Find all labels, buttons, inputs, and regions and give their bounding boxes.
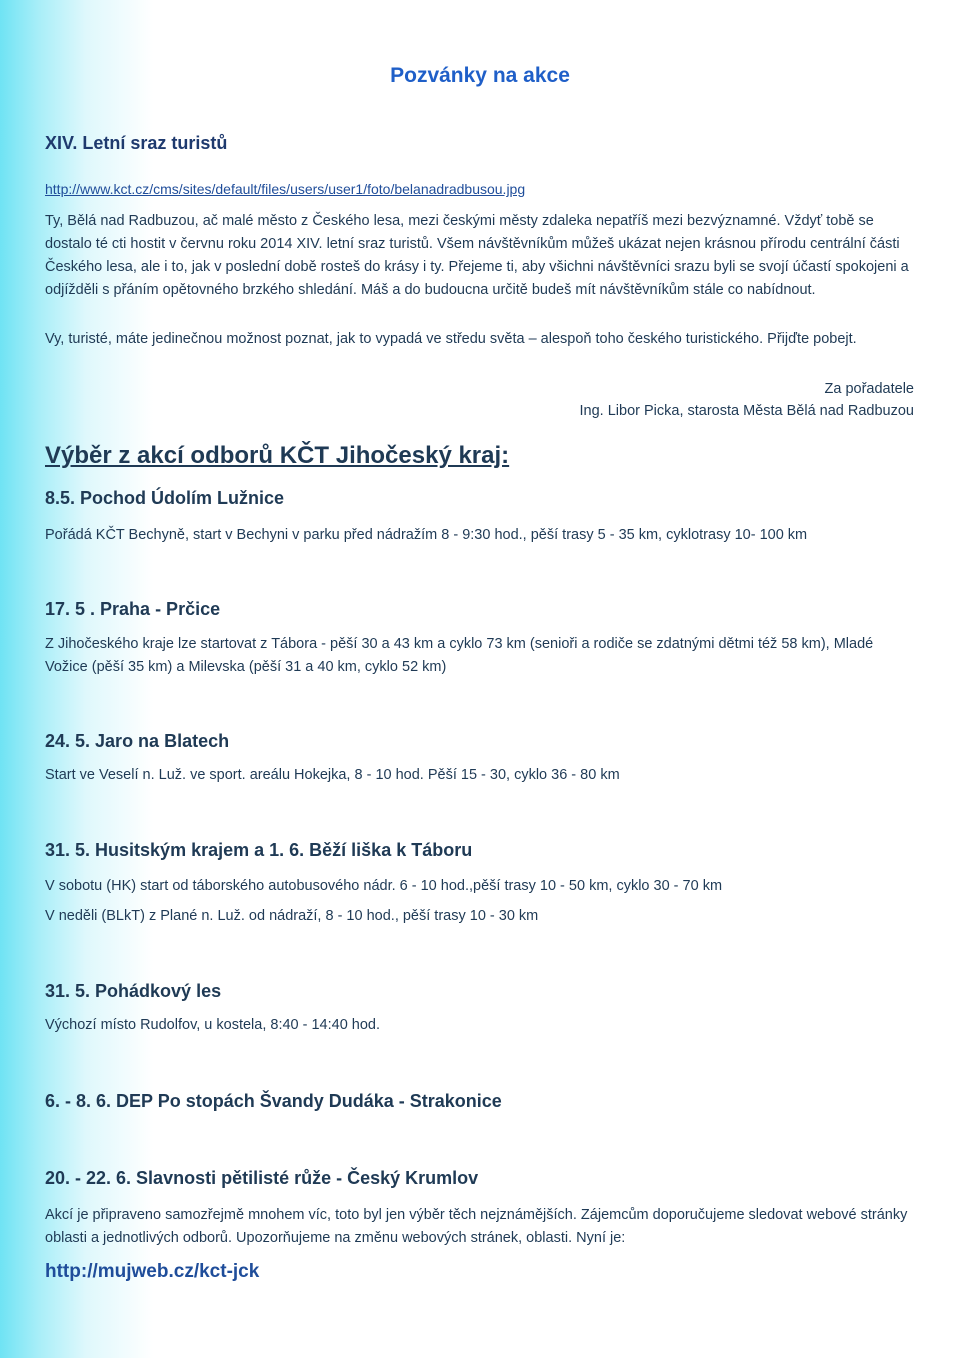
event-text: Pořádá KČT Bechyně, start v Bechyni v parku před nádražím 8 - 9:30 hod., pěší trasy 5 - 35 km, cyklotrasy 10- 100 km xyxy=(45,527,808,543)
event-title-jaro-na-blatech: 24. 5. Jaro na Blatech xyxy=(45,731,230,751)
section-heading: Výběr z akcí odborů KČT Jihočeský kraj: xyxy=(45,442,510,469)
event-title-husitskym-krajem: 31. 5. Husitským krajem a 1. 6. Běží liška k Táboru xyxy=(45,840,473,860)
invitation-paragraph: Vy, turisté, máte jedinečnou možnost poznat, jak to vypadá ve středu světa – alespoň toho českého turistického. Přijďte pobejt. xyxy=(45,331,857,347)
event-text: Výchozí místo Rudolfov, u kostela, 8:40 - 14:40 hod. xyxy=(45,1017,381,1033)
event-title-slavnosti-petiliste-ruze: 20. - 22. 6. Slavnosti pětilisté růže - Český Krumlov xyxy=(45,1168,479,1188)
event-heading-letni-sraz: XIV. Letní sraz turistů xyxy=(45,133,228,153)
event-text: V neděli (BLkT) z Plané n. Luž. od nádraží, 8 - 10 hod., pěší trasy 10 - 30 km xyxy=(45,908,539,924)
event-text: V sobotu (HK) start od táborského autobusového nádr. 6 - 10 hod.,pěší trasy 10 - 50 km, cyklo 30 - 70 km xyxy=(45,878,723,894)
event-title-pochod-udolim-luznice: 8.5. Pochod Údolím Lužnice xyxy=(45,488,285,508)
intro-paragraph: Ty, Bělá nad Radbuzou, ač malé město z Českého lesa, mezi českými městy zdaleka nepatříš mezi bezvýznamné. Vždyť tobě se dostalo té cti hostit v červnu roku 2014 XIV. letní sraz turistů. Všem návštěvníkům můžeš ukázat nejen krásnou přírodu centrální části Českého lesa, ale i to, jak v poslední době rosteš do krásy i ty. Přejeme ti, aby všichni návštěvníci srazu byli se svojí účastí spokojeni a odjížděli s přáním opětovného brzkého shledání. Máš a do budoucna určitě budeš mít návštěvníkům stále co nabídnout. xyxy=(45,213,909,298)
photo-link[interactable]: http://www.kct.cz/cms/sites/default/files/users/user1/foto/belanadradbusou.jpg xyxy=(45,181,526,197)
event-title-pohadkovy-les: 31. 5. Pohádkový les xyxy=(45,981,222,1001)
signature-organizer: Za pořadatele xyxy=(824,381,914,397)
closing-paragraph: Akcí je připraveno samozřejmě mnohem víc, toto byl jen výběr těch nejznámějších. Zájemcům doporučujeme sledovat webové stránky oblasti a jednotlivých odborů. Upozorňujeme na změnu webových stránek, oblasti. Nyní je: xyxy=(45,1207,908,1246)
page-title: Pozvánky na akce xyxy=(390,64,570,87)
event-title-praha-prcice: 17. 5 . Praha - Prčice xyxy=(45,599,221,619)
event-title-dep-svandy-dudaka: 6. - 8. 6. DEP Po stopách Švandy Dudáka - Strakonice xyxy=(45,1091,502,1111)
region-website-link[interactable]: http://mujweb.cz/kct-jck xyxy=(45,1261,260,1282)
event-text: Z Jihočeského kraje lze startovat z Tábora - pěší 30 a 43 km a cyklo 73 km (senioři a rodiče se zdatnými dětmi též 58 km), Mladé Vožice (pěší 35 km) a Milevska (pěší 31 a 40 km, cyklo 52 km) xyxy=(45,636,874,675)
event-text: Start ve Veselí n. Luž. ve sport. areálu Hokejka, 8 - 10 hod. Pěší 15 - 30, cyklo 36 - 80 km xyxy=(45,767,620,783)
signature-name: Ing. Libor Picka, starosta Města Bělá nad Radbuzou xyxy=(579,403,914,419)
